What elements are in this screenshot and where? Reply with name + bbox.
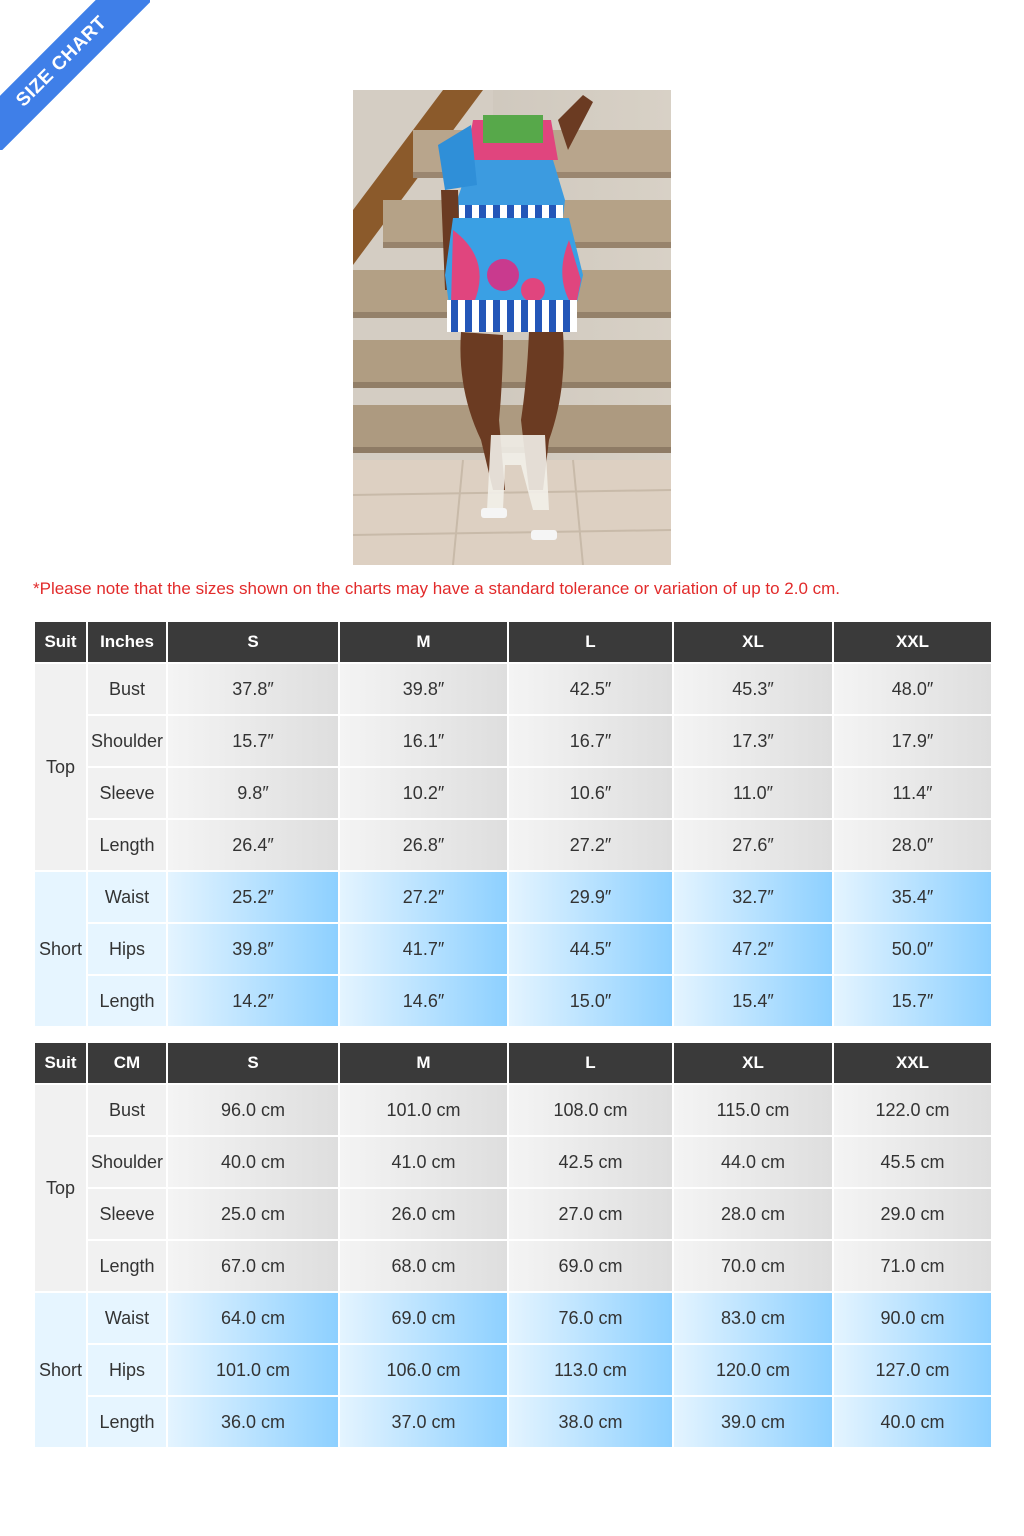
measurement-value: 36.0 cm [168, 1397, 338, 1447]
measurement-value: 27.6″ [674, 820, 832, 870]
table-row [35, 1241, 991, 1291]
measurement-value: 35.4″ [834, 872, 991, 922]
measurement-value: 113.0 cm [509, 1345, 672, 1395]
measurement-value: 108.0 cm [509, 1085, 672, 1135]
measurement-value: 90.0 cm [834, 1293, 991, 1343]
size-header: M [340, 1043, 507, 1083]
table-header-row [35, 622, 991, 662]
measurement-label: Bust [88, 1085, 166, 1135]
measurement-label: Sleeve [88, 768, 166, 818]
corner-header: Suit [35, 622, 86, 662]
measurement-value: 39.8″ [168, 924, 338, 974]
measurement-value: 101.0 cm [168, 1345, 338, 1395]
measurement-label: Length [88, 1397, 166, 1447]
size-header: S [168, 622, 338, 662]
measurement-value: 39.8″ [340, 664, 507, 714]
measurement-value: 26.8″ [340, 820, 507, 870]
measurement-value: 83.0 cm [674, 1293, 832, 1343]
unit-header: CM [88, 1043, 166, 1083]
measurement-value: 15.7″ [168, 716, 338, 766]
measurement-value: 38.0 cm [509, 1397, 672, 1447]
measurement-value: 17.9″ [834, 716, 991, 766]
measurement-value: 26.0 cm [340, 1189, 507, 1239]
measurement-value: 15.0″ [509, 976, 672, 1026]
measurement-value: 122.0 cm [834, 1085, 991, 1135]
measurement-value: 37.8″ [168, 664, 338, 714]
group-label-top: Top [35, 664, 86, 870]
table-row [35, 1085, 991, 1135]
measurement-value: 69.0 cm [340, 1293, 507, 1343]
table-row [35, 820, 991, 870]
measurement-value: 27.2″ [340, 872, 507, 922]
measurement-value: 42.5″ [509, 664, 672, 714]
measurement-value: 15.4″ [674, 976, 832, 1026]
measurement-value: 10.2″ [340, 768, 507, 818]
measurement-value: 69.0 cm [509, 1241, 672, 1291]
tolerance-note: *Please note that the sizes shown on the charts may have a standard tolerance or variation of up to 2.0 cm. [33, 579, 841, 598]
measurement-value: 41.0 cm [340, 1137, 507, 1187]
size-chart-badge-label: SIZE CHART [0, 0, 150, 150]
size-header: S [168, 1043, 338, 1083]
measurement-value: 14.2″ [168, 976, 338, 1026]
measurement-value: 41.7″ [340, 924, 507, 974]
size-header: XXL [834, 622, 991, 662]
measurement-value: 115.0 cm [674, 1085, 832, 1135]
measurement-value: 9.8″ [168, 768, 338, 818]
measurement-value: 45.5 cm [834, 1137, 991, 1187]
measurement-label: Waist [88, 872, 166, 922]
table-row [35, 768, 991, 818]
table-row [35, 872, 991, 922]
size-header: XL [674, 1043, 832, 1083]
measurement-value: 40.0 cm [834, 1397, 991, 1447]
measurement-value: 44.0 cm [674, 1137, 832, 1187]
product-photo [353, 90, 671, 565]
unit-header: Inches [88, 622, 166, 662]
measurement-label: Hips [88, 1345, 166, 1395]
measurement-label: Sleeve [88, 1189, 166, 1239]
table-header-row [35, 1043, 991, 1083]
measurement-label: Bust [88, 664, 166, 714]
table-row [35, 976, 991, 1026]
measurement-value: 16.7″ [509, 716, 672, 766]
measurement-value: 48.0″ [834, 664, 991, 714]
measurement-label: Length [88, 820, 166, 870]
measurement-label: Shoulder [88, 716, 166, 766]
measurement-value: 42.5 cm [509, 1137, 672, 1187]
measurement-value: 10.6″ [509, 768, 672, 818]
size-chart-badge [0, 0, 150, 150]
measurement-value: 11.4″ [834, 768, 991, 818]
measurement-value: 101.0 cm [340, 1085, 507, 1135]
table-row [35, 1293, 991, 1343]
table-row [35, 1189, 991, 1239]
measurement-value: 45.3″ [674, 664, 832, 714]
table-row [35, 664, 991, 714]
measurement-value: 50.0″ [834, 924, 991, 974]
measurement-value: 37.0 cm [340, 1397, 507, 1447]
measurement-value: 26.4″ [168, 820, 338, 870]
measurement-label: Hips [88, 924, 166, 974]
measurement-value: 17.3″ [674, 716, 832, 766]
table-row [35, 716, 991, 766]
table-row [35, 1137, 991, 1187]
size-header: L [509, 1043, 672, 1083]
table-row [35, 1345, 991, 1395]
measurement-value: 44.5″ [509, 924, 672, 974]
measurement-value: 67.0 cm [168, 1241, 338, 1291]
size-header: XXL [834, 1043, 991, 1083]
group-label-short: Short [35, 872, 86, 1026]
group-label-top: Top [35, 1085, 86, 1291]
size-table-cm [33, 1041, 993, 1449]
measurement-value: 47.2″ [674, 924, 832, 974]
measurement-value: 71.0 cm [834, 1241, 991, 1291]
measurement-value: 39.0 cm [674, 1397, 832, 1447]
measurement-value: 32.7″ [674, 872, 832, 922]
table-row [35, 924, 991, 974]
measurement-value: 11.0″ [674, 768, 832, 818]
measurement-value: 25.0 cm [168, 1189, 338, 1239]
measurement-value: 29.9″ [509, 872, 672, 922]
size-header: XL [674, 622, 832, 662]
size-table-inches [33, 620, 993, 1028]
measurement-value: 120.0 cm [674, 1345, 832, 1395]
measurement-value: 127.0 cm [834, 1345, 991, 1395]
size-header: M [340, 622, 507, 662]
measurement-value: 14.6″ [340, 976, 507, 1026]
measurement-value: 64.0 cm [168, 1293, 338, 1343]
measurement-value: 29.0 cm [834, 1189, 991, 1239]
measurement-value: 25.2″ [168, 872, 338, 922]
measurement-value: 76.0 cm [509, 1293, 672, 1343]
measurement-value: 15.7″ [834, 976, 991, 1026]
measurement-label: Waist [88, 1293, 166, 1343]
measurement-label: Length [88, 1241, 166, 1291]
measurement-value: 27.0 cm [509, 1189, 672, 1239]
measurement-value: 68.0 cm [340, 1241, 507, 1291]
measurement-value: 27.2″ [509, 820, 672, 870]
measurement-value: 96.0 cm [168, 1085, 338, 1135]
product-photo-illustration [353, 90, 671, 565]
measurement-value: 28.0″ [834, 820, 991, 870]
size-header: L [509, 622, 672, 662]
measurement-value: 16.1″ [340, 716, 507, 766]
measurement-label: Length [88, 976, 166, 1026]
measurement-label: Shoulder [88, 1137, 166, 1187]
group-label-short: Short [35, 1293, 86, 1447]
corner-header: Suit [35, 1043, 86, 1083]
measurement-value: 28.0 cm [674, 1189, 832, 1239]
measurement-value: 106.0 cm [340, 1345, 507, 1395]
table-row [35, 1397, 991, 1447]
measurement-value: 70.0 cm [674, 1241, 832, 1291]
measurement-value: 40.0 cm [168, 1137, 338, 1187]
